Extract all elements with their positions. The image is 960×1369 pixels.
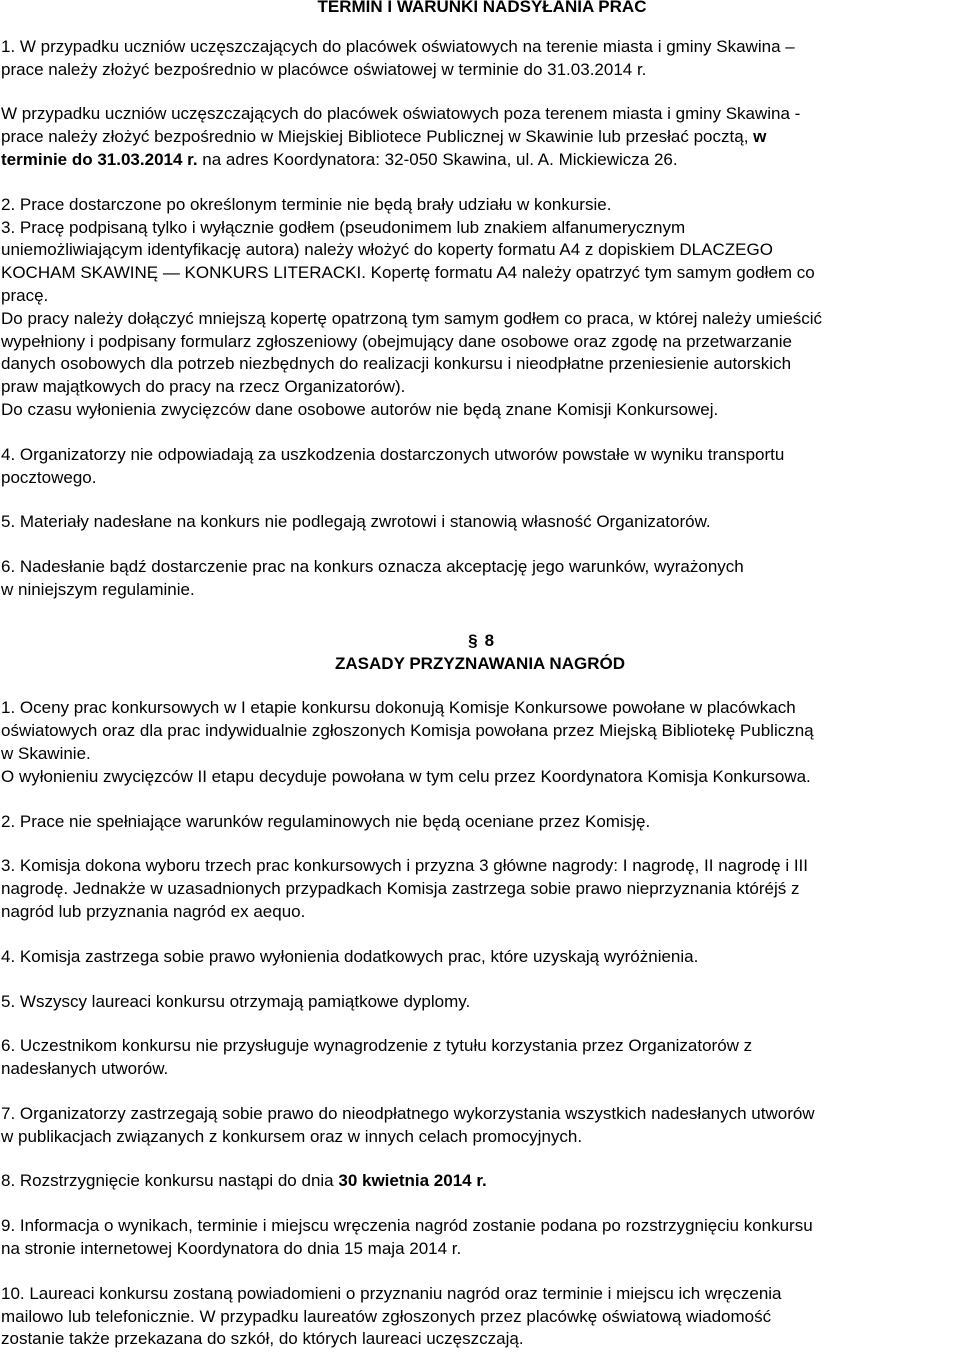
text-line: nagród lub przyznania nagród ex aequo. <box>1 901 306 921</box>
text-line: mailowo lub telefonicznie. W przypadku laureatów zgłoszonych przez placówkę oświatową wiadomość <box>1 1306 772 1326</box>
text-line: w Skawinie. <box>1 743 91 763</box>
text-line: w niniejszym regulaminie. <box>1 579 195 599</box>
text-line: KOCHAM SKAWINĘ — KONKURS LITERACKI. Kopertę formatu A4 należy opatrzyć tym samym godłem co <box>1 263 815 283</box>
section-number-text: 8 <box>484 630 495 650</box>
header-title: TERMIN I WARUNKI NADSYŁANIA PRAC <box>317 0 647 16</box>
awards-item-7 <box>1 1103 959 1149</box>
text-line: zostanie także przekazana do szkół, do których laureaci uczęszczają. <box>1 1329 524 1349</box>
awards-item-6 <box>1 1035 959 1081</box>
awards-item-9 <box>1 1215 959 1261</box>
text-line: w publikacjach związanych z konkursem oraz w innych celach promocyjnych. <box>1 1126 583 1146</box>
awards-item-1 <box>1 697 959 788</box>
terms-paragraph-1 <box>1 36 959 82</box>
text-line <box>1 126 959 149</box>
address-text: na adres Koordynatora: 32-050 Skawina, ul. A. Mickiewicza 26. <box>197 149 678 169</box>
text-line: O wyłonieniu zwycięzców II etapu decyduje powołana w tym celu przez Koordynatora Komisja Konkursowa. <box>1 766 811 786</box>
text-line: 3. Komisja dokona wyboru trzech prac konkursowych i przyzna 3 główne nagrody: I nagrodę, II nagrodę i III <box>1 856 808 876</box>
document-page <box>1 0 959 1351</box>
text-line: nagrodę. Jednakże w uzasadnionych przypadkach Komisja zastrzega sobie prawo nieprzyznania któréjś z <box>1 879 800 899</box>
text-line: 1. W przypadku uczniów uczęszczających do placówek oświatowych na terenie miasta i gminy Skawina – <box>1 36 795 56</box>
text-line: 4. Organizatorzy nie odpowiadają za uszkodzenia dostarczonych utworów powstałe w wyniku transportu <box>1 444 785 464</box>
text-line: 1. Oceny prac konkursowych w I etapie konkursu dokonują Komisje Konkursowe powołane w placówkach <box>1 698 796 718</box>
text-line: praw majątkowych do pracy na rzecz Organizatorów). <box>1 377 406 397</box>
text-line: pocztowego. <box>1 467 97 487</box>
awards-item-10 <box>1 1283 959 1351</box>
text-line: danych osobowych dla potrzeb niezbędnych do realizacji konkursu i nieodpłatne przeniesienie autorskich <box>1 354 792 374</box>
awards-item-8 <box>1 1170 959 1193</box>
terms-item-3 <box>1 217 959 422</box>
text-line: uniemożliwiającym identyfikację autora) należy włożyć do koperty formatu A4 z dopiskiem DLACZEGO <box>1 240 773 260</box>
terms-item-2: 2. Prace dostarczone po określonym terminie nie będą brały udziału w konkursie. <box>1 194 612 214</box>
terms-item-5: 5. Materiały nadesłane na konkurs nie podlegają zwrotowi i stanowią własność Organizatorów. <box>1 512 711 532</box>
awards-item-3 <box>1 855 959 923</box>
text-span: prace należy złożyć bezpośrednio w Miejskiej Bibliotece Publicznej w Skawinie lub przesłać pocztą, <box>1 127 749 147</box>
awards-item-2: 2. Prace nie spełniające warunków regulaminowych nie będą oceniane przez Komisję. <box>1 811 651 831</box>
text-span: 8. Rozstrzygnięcie konkursu nastąpi do dnia <box>1 1171 339 1191</box>
section-number <box>1 630 959 653</box>
deadline-text: terminie do 31.03.2014 r. <box>1 149 198 169</box>
awards-item-4: 4. Komisja zastrzega sobie prawo wyłonienia dodatkowych prac, które uzyskają wyróżnienia. <box>1 946 699 966</box>
text-line: prace należy złożyć bezpośrednio w placówce oświatowej w terminie do 31.03.2014 r. <box>1 59 647 79</box>
text-line: oświatowych oraz dla prac indywidualnie zgłoszonych Komisja powołana przez Miejską Bibliotekę Publiczną <box>1 721 814 741</box>
text-line: Do czasu wyłonienia zwycięzców dane osobowe autorów nie będą znane Komisji Konkursowej. <box>1 399 719 419</box>
awards-item-5: 5. Wszyscy laureaci konkursu otrzymają pamiątkowe dyplomy. <box>1 991 471 1011</box>
text-line: 6. Nadesłanie bądź dostarczenie prac na konkurs oznacza akceptację jego warunków, wyrażonych <box>1 557 744 577</box>
text-line: 6. Uczestnikom konkursu nie przysługuje wynagrodzenie z tytułu korzystania przez Organizatorów z <box>1 1036 753 1056</box>
bold-text: w <box>753 127 767 147</box>
text-line: W przypadku uczniów uczęszczających do placówek oświatowych poza terenem miasta i gminy Skawina - <box>1 104 801 124</box>
text-line: nadesłanych utworów. <box>1 1059 169 1079</box>
text-line: wypełniony i podpisany formularz zgłoszeniowy (obejmujący dane osobowe oraz zgodę na przetwarzanie <box>1 331 792 351</box>
text-line <box>1 149 959 172</box>
text-line: Do pracy należy dołączyć mniejszą kopertę opatrzoną tym samym godłem co praca, w której należy umieścić <box>1 308 823 328</box>
terms-paragraph-2 <box>1 103 959 171</box>
text-line: na stronie internetowej Koordynatora do dnia 15 maja 2014 r. <box>1 1239 462 1259</box>
section-title: ZASADY PRZYZNAWANIA NAGRÓD <box>335 653 625 673</box>
terms-item-6 <box>1 556 959 602</box>
text-line: 10. Laureaci konkursu zostaną powiadomieni o przyznaniu nagród oraz terminie i miejscu ich wręczenia <box>1 1283 782 1303</box>
text-line: pracę. <box>1 285 49 305</box>
text-line: 3. Pracę podpisaną tylko i wyłącznie godłem (pseudonimem lub znakiem alfanumerycznym <box>1 217 686 237</box>
text-line: 7. Organizatorzy zastrzegają sobie prawo do nieodpłatnego wykorzystania wszystkich nadesłanych utworów <box>1 1103 815 1123</box>
result-date: 30 kwietnia 2014 r. <box>338 1171 487 1191</box>
text-line: 9. Informacja o wynikach, terminie i miejscu wręczenia nagród zostanie podana po rozstrzygnięciu konkursu <box>1 1216 813 1236</box>
terms-item-4 <box>1 444 959 490</box>
section-symbol: § <box>468 630 478 650</box>
